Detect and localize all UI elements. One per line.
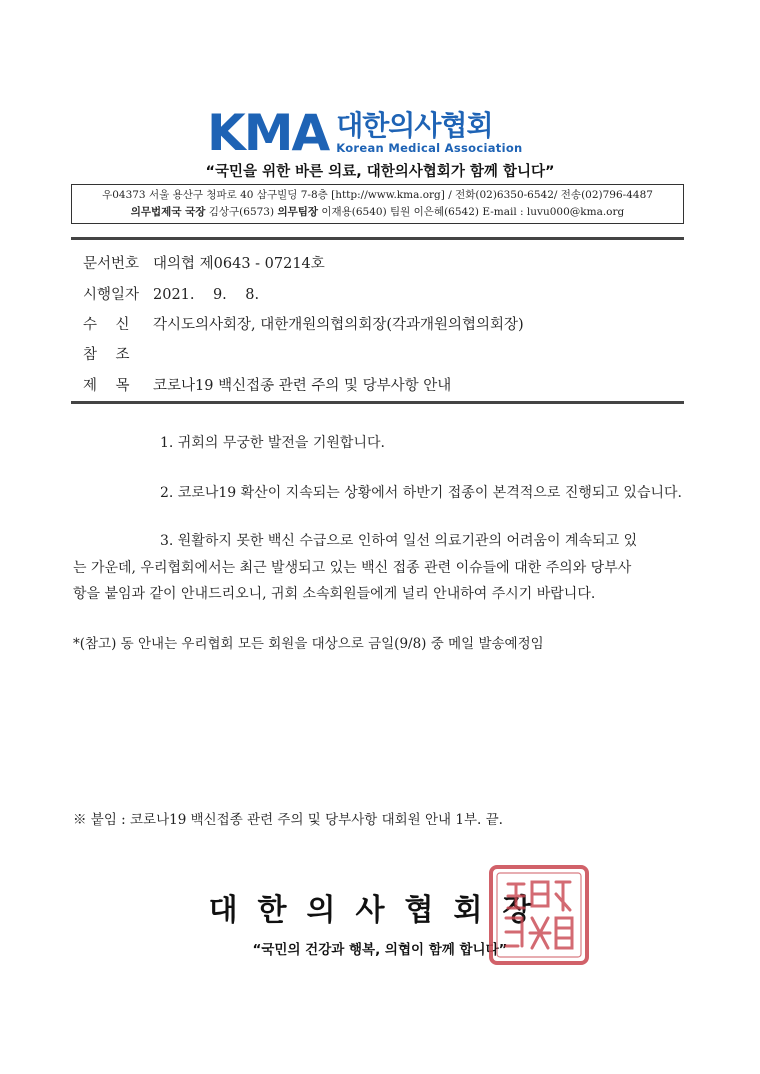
meta-divider [71,401,684,404]
date-row [83,283,259,304]
subject-label: 제 목 [83,378,130,394]
reference-label: 참 조 [83,347,130,363]
subject-row [83,374,451,395]
paragraph-3-line-1: 3. 원활하지 못한 백신 수급으로 인하여 일선 의료기관의 어려움이 계속되고 있 [160,533,638,549]
contact-box [71,184,684,224]
top-divider [71,237,684,240]
date-label: 시행일자 [83,287,140,303]
recipient-value: 각시도의사회장, 대한개원의협의회장(각과개원의협의회장) [153,317,524,333]
contact-team: 이재용(6540) 팀원 이은혜(6542) E-mail : luvu000@kma.org [318,206,625,218]
doc-number-label: 문서번호 [83,256,140,272]
subject-value: 코로나19 백신접종 관련 주의 및 당부사항 안내 [153,378,452,394]
kma-logo [207,104,523,162]
footer-slogan: “국민의 건강과 행복, 의협이 함께 합니다” [252,942,508,958]
recipient-row [83,313,524,334]
org-name-korean: 대한의사협회 [336,109,493,142]
paragraph-2: 2. 코로나19 확산이 지속되는 상황에서 하반기 접종이 본격적으로 진행되고 있습니다. [160,485,682,501]
paragraph-1: 1. 귀회의 무궁한 발전을 기원합니다. [160,435,385,451]
kma-logo-mark: KMA [207,104,329,162]
org-name-block [336,111,522,155]
official-seal-stamp [488,864,590,966]
paragraph-3-line-3: 항을 붙임과 같이 안내드리오니, 귀회 소속회원들에게 널리 안내하여 주시기 바랍니다. [73,586,596,602]
signature-title: 대한의사협회장 [208,893,552,928]
doc-number: 대의협 제0643 - 07214호 [153,256,325,272]
contact-label-director: 의무법제국 국장 [130,206,206,218]
contact-label-team: 의무팀장 [277,206,319,218]
contact-staff-line [72,204,683,221]
reference-note: *(참고) 동 안내는 우리협회 모든 회원을 대상으로 금일(9/8) 중 메일 발송예정임 [73,636,544,652]
reference-row [83,343,153,364]
doc-number-row [83,252,325,273]
contact-director: 김상구(6573) [205,206,278,218]
contact-address-line: 우04373 서울 용산구 청파로 40 삼구빌딩 7-8층 [http://www.kma.org] / 전화(02)6350-6542/ 전송(02)796-4487 [102,189,653,201]
header-slogan: “국민을 위한 바른 의료, 대한의사협회가 함께 합니다” [205,164,555,180]
paragraph-3-line-2: 는 가운데, 우리협회에서는 최근 발생되고 있는 백신 접종 관련 이슈들에 대한 주의와 당부사 [73,560,632,576]
date-value: 2021. 9. 8. [153,287,260,303]
org-name-english: Korean Medical Association [336,141,523,155]
recipient-label: 수 신 [83,317,130,333]
attachment-note: ※ 붙임 : 코로나19 백신접종 관련 주의 및 당부사항 대회원 안내 1부. 끝. [73,812,503,828]
